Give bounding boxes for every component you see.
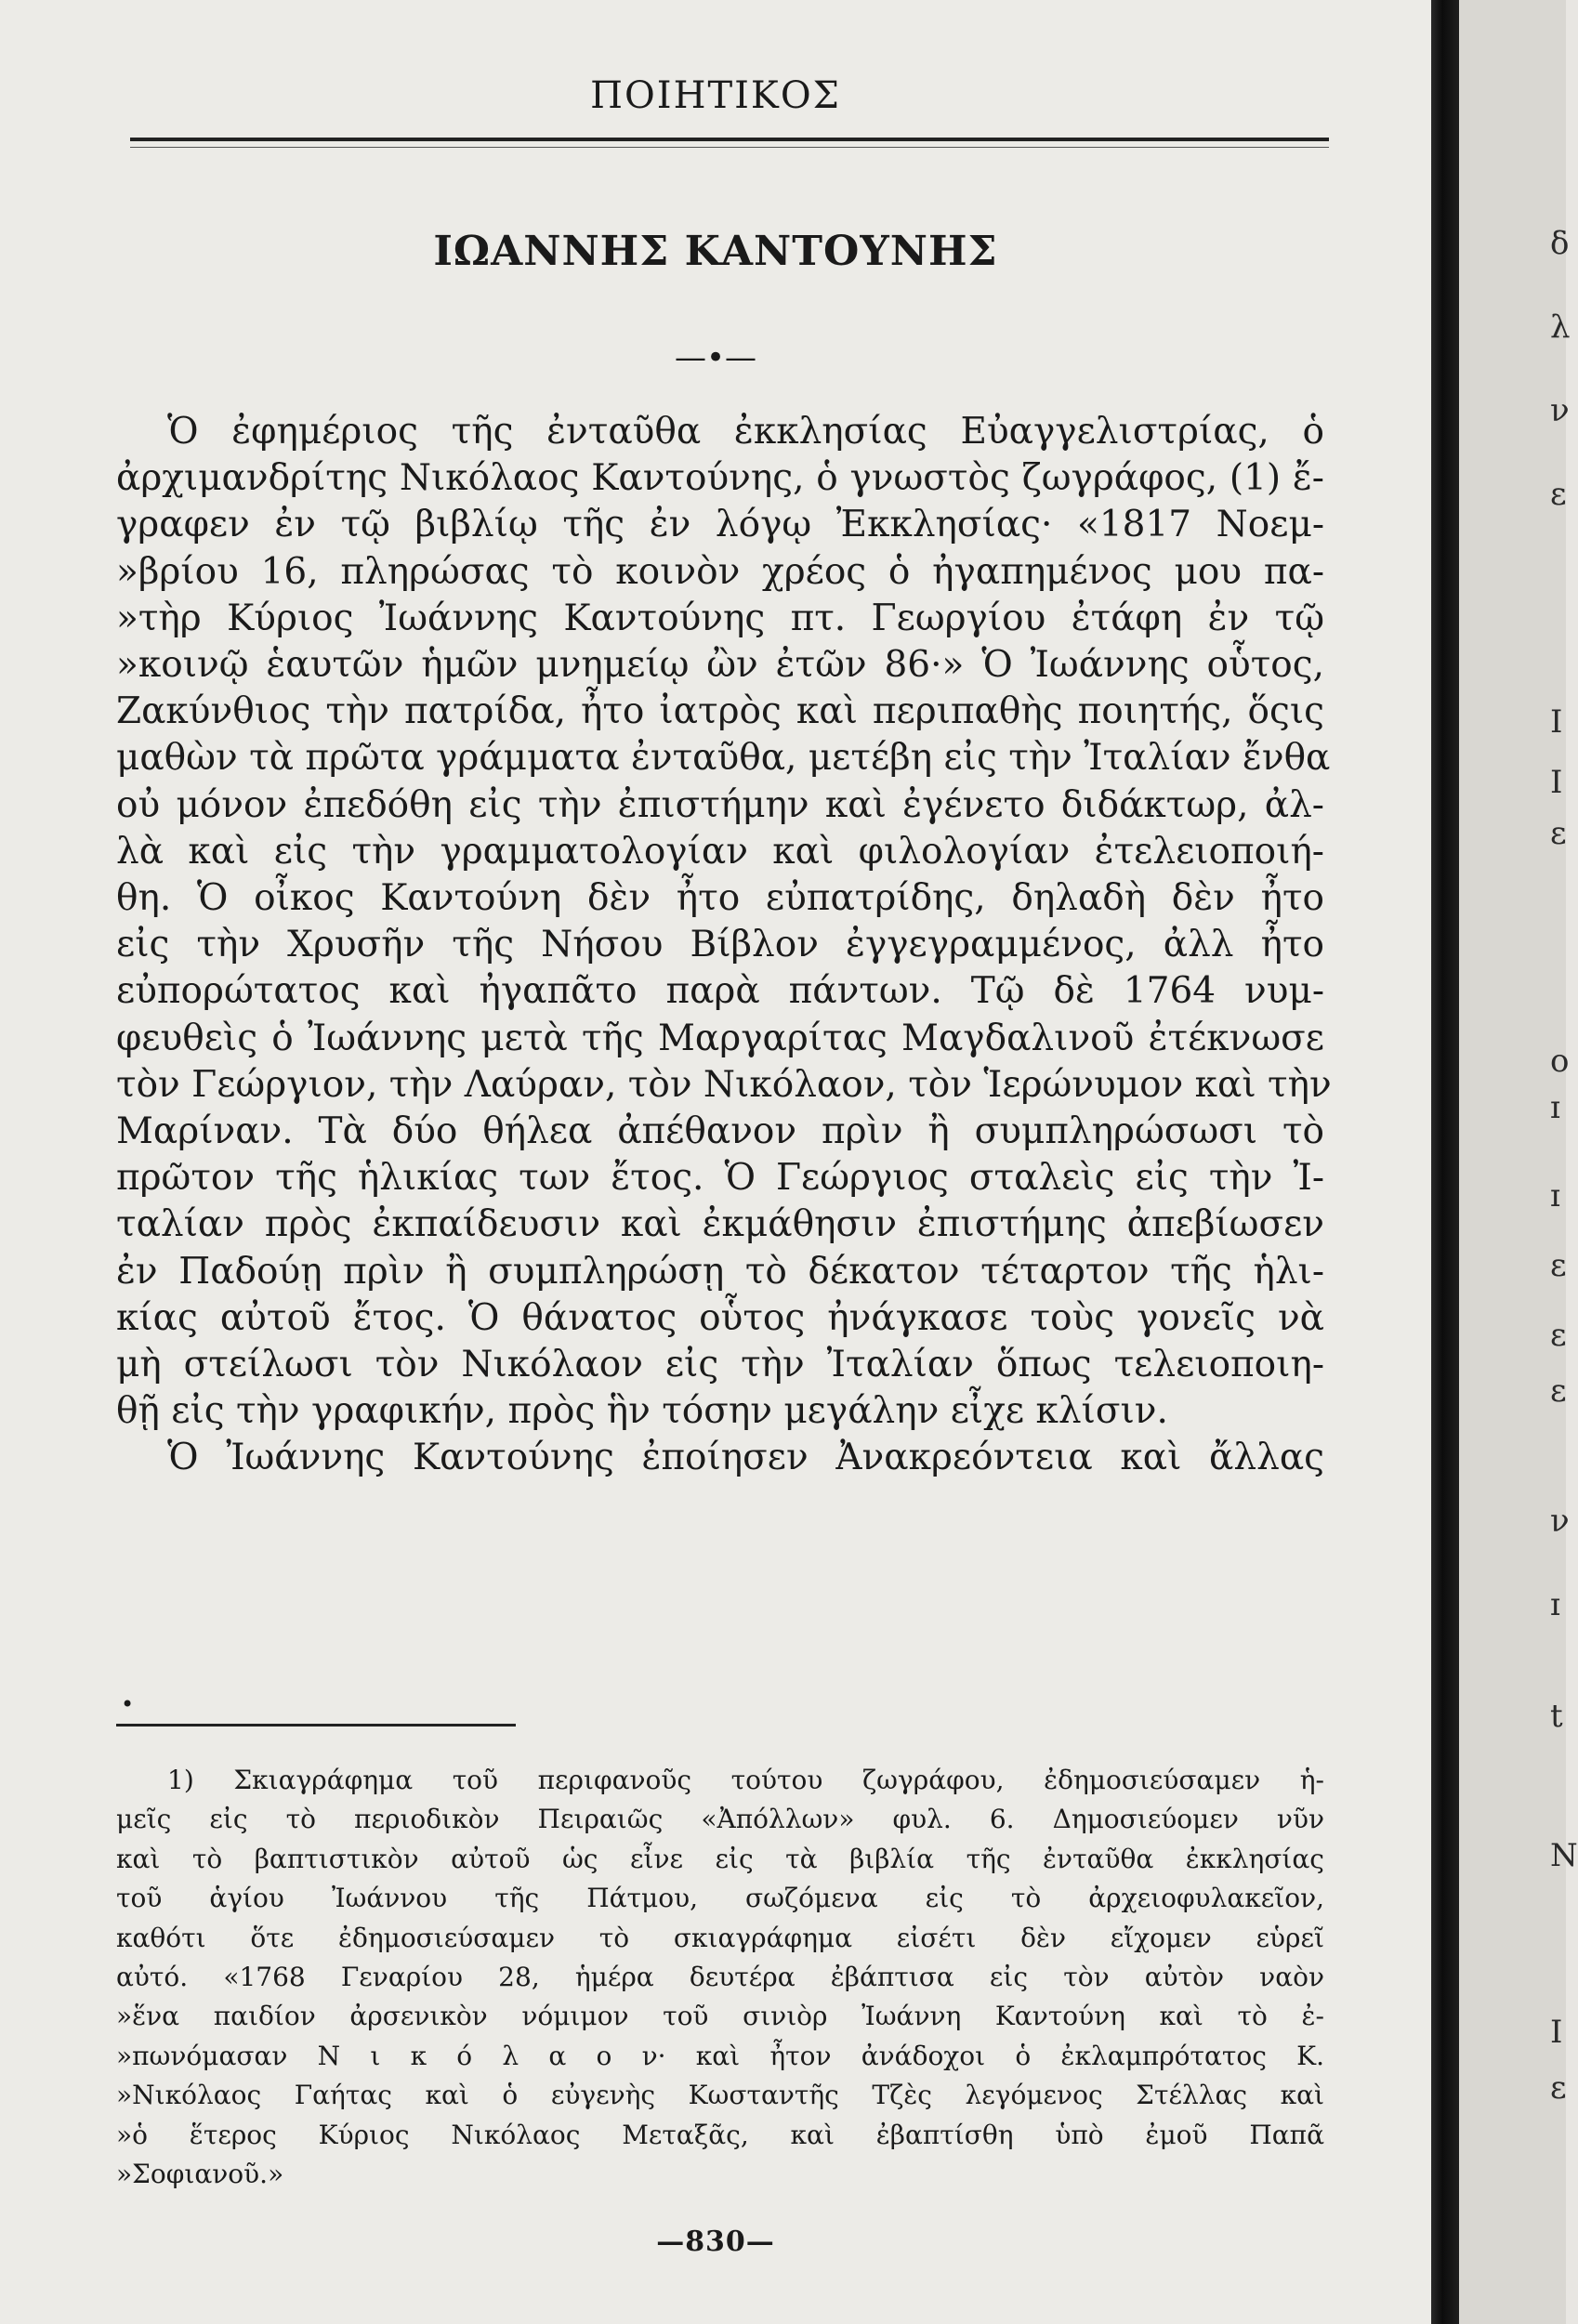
- body-line: θῇ εἰς τὴν γραφικήν, πρὸς ἣν τόσην μεγάλην εἶχε κλίσιν.: [116, 1390, 1168, 1433]
- edge-char: ε: [1550, 2069, 1567, 2107]
- footnote-line: »Νικόλαος Γαήτας καὶ ὁ εὐγενὴς Κωσταντῆς Τζὲς λεγόμενος Στέλλας καὶ: [116, 2080, 1324, 2111]
- edge-char: ɪ: [1550, 1089, 1560, 1126]
- edge-char: ν: [1550, 1503, 1570, 1540]
- footnote-line: τοῦ ἁγίου Ἰωάννου τῆς Πάτμου, σωζόμενα εἰς τὸ ἀρχειοφυλακεῖον,: [116, 1883, 1324, 1914]
- footnote-line: αὐτό. «1768 Γεναρίου 28, ἡμέρα δευτέρα ἐβάπτισα εἰς τὸν αὐτὸν ναὸν: [116, 1962, 1324, 1993]
- body-line: »βρίου 16, πληρώσας τὸ κοινὸν χρέος ὁ ἠγαπημένος μου πα-: [116, 550, 1324, 593]
- body-line: πρῶτον τῆς ἡλικίας των ἔτος. Ὁ Γεώργιος σταλεὶς εἰς τὴν Ἰ-: [116, 1157, 1324, 1200]
- edge-char: Ι: [1550, 703, 1563, 741]
- body-line: φευθεὶς ὁ Ἰωάννης μετὰ τῆς Μαργαρίτας Μαγδαλινοῦ ἐτέκνωσε: [116, 1017, 1324, 1059]
- header-rule: [130, 138, 1329, 141]
- edge-char: ν: [1550, 392, 1570, 429]
- body-line: λὰ καὶ εἰς τὴν γραμματολογίαν καὶ φιλολογίαν ἐτελειοποιή-: [116, 830, 1324, 873]
- edge-char: ε: [1550, 1317, 1567, 1354]
- edge-char: δ: [1550, 225, 1570, 262]
- title-ornament: —•—: [674, 339, 757, 376]
- body-line: γραφεν ἐν τῷ βιβλίῳ τῆς ἐν λόγῳ Ἐκκλησίας· «1817 Νοεμ-: [116, 504, 1324, 546]
- body-line: »τὴρ Κύριος Ἰωάννης Καντούνης πτ. Γεωργίου ἐτάφη ἐν τῷ: [116, 597, 1324, 639]
- section-title: ΙΩΑΝΝΗΣ ΚΑΝΤΟΥΝΗΣ: [433, 228, 998, 275]
- body-text: [116, 409, 1332, 1482]
- edge-char: Ι: [1550, 2014, 1563, 2051]
- edge-char: ο: [1550, 1043, 1570, 1080]
- footnote-line: »ὁ ἕτερος Κύριος Νικόλαος Μεταξᾶς, καὶ ἐβαπτίσθη ὑπὸ ἐμοῦ Παπᾶ: [116, 2119, 1324, 2150]
- body-line: μαθὼν τὰ πρῶτα γράμματα ἐνταῦθα, μετέβη εἰς τὴν Ἰταλίαν ἔνθα: [116, 737, 1331, 780]
- footnote: [116, 1761, 1324, 2194]
- footnote-rule: [116, 1724, 516, 1727]
- footnote-line: μεῖς εἰς τὸ περιοδικὸν Πειραιῶς «Ἀπόλλων» φυλ. 6. Δημοσιεύομεν νῦν: [116, 1804, 1324, 1835]
- body-line: Ὁ ἐφημέριος τῆς ἐνταῦθα ἐκκλησίας Εὐαγγελιστρίας, ὁ: [167, 411, 1324, 453]
- page-number: —830—: [656, 2226, 775, 2258]
- body-line: Μαρίναν. Τὰ δύο θήλεα ἀπέθανον πρὶν ἢ συμπληρώσωσι τὸ: [116, 1110, 1324, 1153]
- edge-char: ε: [1550, 1247, 1567, 1284]
- body-line: οὐ μόνον ἐπεδόθη εἰς τὴν ἐπιστήμην καὶ ἐγένετο διδάκτωρ, ἀλ-: [116, 783, 1324, 826]
- footnote-line: καὶ τὸ βαπτιστικὸν αὐτοῦ ὡς εἶνε εἰς τὰ βιβλία τῆς ἐνταῦθα ἐκκλησίας: [116, 1843, 1324, 1874]
- footnote-line: καθότι ὅτε ἐδημοσιεύσαμεν τὸ σκιαγράφημα εἰσέτι δὲν εἴχομεν εὑρεῖ: [116, 1922, 1324, 1953]
- edge-char: ɪ: [1550, 1586, 1560, 1623]
- body-line: εὐπορώτατος καὶ ἠγαπᾶτο παρὰ πάντων. Τῷ δὲ 1764 νυμ-: [116, 970, 1324, 1013]
- edge-char: ɪ: [1550, 1177, 1560, 1215]
- footnote-line: 1) Σκιαγράφημα τοῦ περιφανοῦς τούτου ζωγράφου, ἐδημοσιεύσαμεν ἡ-: [167, 1765, 1324, 1795]
- body-line: »κοινῷ ἑαυτῶν ἡμῶν μνημείῳ ὢν ἐτῶν 86·» Ὁ Ἰωάννης οὗτος,: [116, 644, 1324, 687]
- edge-char: ε: [1550, 1372, 1567, 1410]
- body-line: μὴ στείλωσι τὸν Νικόλαον εἰς τὴν Ἰταλίαν ὅπως τελειοποιη-: [116, 1344, 1324, 1386]
- edge-char: λ: [1550, 309, 1571, 346]
- body-line: Ζακύνθιος τὴν πατρίδα, ἦτο ἰατρὸς καὶ περιπαθὴς ποιητής, ὅςις: [116, 690, 1324, 733]
- footnote-line: »Σοφιανοῦ.»: [116, 2159, 284, 2190]
- body-line: ἐν Παδούῃ πρὶν ἢ συμπληρώσῃ τὸ δέκατον τέταρτον τῆς ἡλι-: [116, 1250, 1324, 1293]
- header-rule-thin: [130, 147, 1329, 148]
- body-line: Ὁ Ἰωάννης Καντούνης ἐποίησεν Ἀνακρεόντεια καὶ ἄλλας: [167, 1437, 1324, 1479]
- book-gutter: [1431, 0, 1459, 2324]
- body-line: ταλίαν πρὸς ἐκπαίδευσιν καὶ ἐκμάθησιν ἐπιστήμης ἀπεβίωσεν: [116, 1203, 1324, 1246]
- edge-char: ε: [1550, 815, 1567, 852]
- footnote-mark: •: [121, 1691, 135, 1717]
- footnote-line: »ἕνα παιδίον ἀρσενικὸν νόμιμον τοῦ σινιὸρ Ἰωάννη Καντούνη καὶ τὸ ἐ-: [116, 2001, 1324, 2032]
- body-line: κίας αὐτοῦ ἔτος. Ὁ θάνατος οὗτος ἠνάγκασε τοὺς γονεῖς νὰ: [116, 1296, 1324, 1339]
- body-line: εἰς τὴν Χρυσῆν τῆς Νήσου Βίβλον ἐγγεγραμμένος, ἀλλ ἦτο: [116, 924, 1324, 966]
- body-line: ἀρχιμανδρίτης Νικόλαος Καντούνης, ὁ γνωστὸς ζωγράφος, (1) ἔ-: [116, 457, 1324, 500]
- edge-char: Ι: [1550, 764, 1563, 801]
- edge-char: t: [1550, 1698, 1563, 1735]
- edge-char: ε: [1550, 476, 1567, 513]
- running-head: ΠΟΙΗΤΙΚΟΣ: [590, 74, 841, 117]
- body-line: θη. Ὁ οἶκος Καντούνη δὲν ἦτο εὐπατρίδης, δηλαδὴ δὲν ἦτο: [116, 877, 1324, 920]
- edge-char: Ν: [1550, 1837, 1578, 1874]
- facing-page-characters: [1550, 0, 1578, 2324]
- footnote-line: »πωνόμασαν Ν ι κ ό λ α ο ν· καὶ ἦτον ἀνάδοχοι ὁ ἐκλαμπρότατος Κ.: [116, 2040, 1324, 2071]
- body-line: τὸν Γεώργιον, τὴν Λαύραν, τὸν Νικόλαον, τὸν Ἱερώνυμον καὶ τὴν: [116, 1063, 1332, 1106]
